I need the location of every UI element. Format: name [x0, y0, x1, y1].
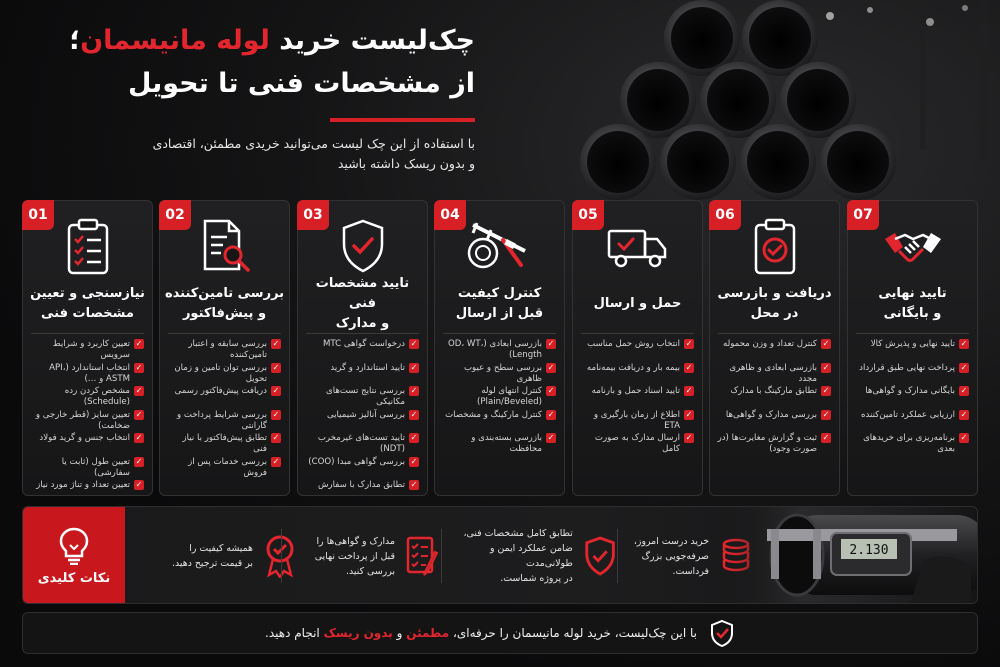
check-icon: ✓: [547, 362, 555, 372]
list-item: ✓ مشخص کردن رده (Schedule): [64, 386, 143, 407]
step-number: 04: [434, 200, 466, 230]
list-item: ✓ بررسی شرایط پرداخت و گارانتی: [177, 409, 280, 431]
check-icon: ✓: [410, 386, 418, 395]
divider: [718, 333, 831, 334]
step-items: [29, 339, 144, 504]
key-points-title: نکات کلیدی: [37, 570, 111, 586]
check-icon: ✓: [960, 409, 968, 419]
check-icon: ✓: [410, 409, 418, 419]
step-title: کنترل کیفیت قبل از ارسال: [455, 286, 544, 321]
check-icon: ✓: [135, 433, 143, 442]
step-number: 02: [159, 200, 191, 230]
intro-text: [35, 134, 475, 174]
divider: [306, 333, 419, 334]
step-number: 03: [297, 200, 329, 230]
step-title: تایید نهایی و بایگانی: [878, 286, 947, 321]
check-icon: ✓: [822, 409, 830, 419]
list-item: ✓ بررسی سابقه و اعتبار تامین‌کننده: [188, 339, 280, 360]
key-points-label: [23, 507, 125, 603]
pipe-stack: [580, 0, 896, 200]
check-icon: ✓: [135, 339, 143, 348]
list-item: ✓ پرداخت نهایی طبق قرارداد: [859, 362, 968, 373]
shield-check-icon: [709, 619, 735, 647]
check-icon: ✓: [410, 339, 418, 348]
list-item: ✓ بایگانی مدارک و گواهی‌ها: [865, 386, 968, 396]
check-icon: ✓: [410, 480, 418, 489]
list-item: ✓ ارسال مدارک به صورت کامل: [594, 433, 693, 454]
list-item: ✓ دریافت پیش‌فاکتور رسمی: [174, 386, 280, 396]
step-card-04: [434, 200, 565, 496]
check-icon: ✓: [135, 456, 143, 466]
list-item: ✓ بررسی خدمات پس از فروش: [188, 456, 280, 478]
page-title: [15, 22, 475, 60]
list-item: ✓ تایید استاندارد و گرید: [330, 362, 418, 373]
intro-line-2: و بدون ریسک داشته باشید: [337, 156, 475, 171]
check-icon: ✓: [135, 480, 143, 489]
step-card-01: [22, 200, 153, 496]
step-items: [716, 339, 831, 457]
check-icon: ✓: [135, 362, 143, 372]
check-icon: ✓: [685, 409, 693, 419]
step-items: [854, 339, 969, 457]
tip-specifications: [447, 525, 617, 587]
step-title: حمل و ارسال: [593, 296, 682, 311]
list-item: ✓ تعیین طول (ثابت یا سفارشی): [61, 456, 143, 478]
document-search-icon: [160, 217, 289, 277]
list-item: ✓ بررسی توان تامین و زمان تحویل: [174, 362, 280, 384]
step-number: 06: [709, 200, 741, 230]
step-number: 05: [572, 200, 604, 230]
step-items: [166, 339, 281, 480]
check-icon: ✓: [822, 386, 830, 395]
list-item: ✓ انتخاب روش حمل مناسب: [587, 339, 693, 349]
check-icon: ✓: [272, 339, 280, 348]
key-points-panel: [22, 506, 978, 604]
list-item: ✓ بررسی سطح و عیوب ظاهری: [463, 362, 555, 384]
divider: [443, 333, 556, 334]
clipboard-checklist-icon: [23, 217, 152, 277]
list-item: ✓ تعیین سایز (قطر خارجی و ضخامت): [35, 409, 143, 431]
list-item: ✓ ثبت و گزارش مغایرت‌ها (در صورت وجود): [717, 433, 830, 454]
tip-text: همیشه کیفیت را بر قیمت ترجیح دهید.: [172, 543, 253, 569]
truck-icon: [573, 217, 702, 277]
tip-text: مدارک و گواهی‌ها را قبل از پرداخت نهایی بررسی کنید.: [314, 535, 395, 577]
list-item: ✓ انتخاب استاندارد (API، ASTM و …): [49, 362, 143, 384]
list-item: ✓ کنترل مارکینگ و مشخصات: [445, 409, 555, 420]
list-item: ✓ بررسی آنالیز شیمیایی: [327, 409, 418, 420]
tip-documents: [289, 525, 439, 587]
check-icon: ✓: [272, 456, 280, 466]
digital-caliper-illustration: [727, 507, 977, 603]
check-icon: ✓: [410, 362, 418, 372]
check-icon: ✓: [547, 339, 555, 348]
divider: [856, 333, 969, 334]
check-icon: ✓: [272, 409, 280, 419]
caliper-reading: 2.130: [849, 543, 889, 558]
step-items: [579, 339, 694, 457]
checklist-pen-icon: [405, 534, 439, 578]
clipboard-check-icon: [710, 217, 839, 277]
step-title: دریافت و بازرسی در محل: [717, 286, 832, 321]
step-items: [441, 339, 556, 457]
tip-separator: [617, 529, 618, 583]
check-icon: ✓: [410, 433, 418, 442]
title-prefix: چک‌لیست خرید: [279, 25, 475, 56]
list-item: ✓ تطابق مارکینگ با مدارک: [730, 386, 830, 396]
intro-line-1: با استفاده از این چک لیست می‌توانید خریدی مطمئن، اقتصادی: [152, 136, 475, 151]
check-icon: ✓: [547, 433, 555, 442]
tip-separator: [281, 529, 282, 583]
step-number: 07: [847, 200, 879, 230]
list-item: ✓ بازرسی بسته‌بندی و محافظت: [471, 433, 555, 454]
check-icon: ✓: [822, 433, 830, 442]
footer-text: با این چک‌لیست، خرید لوله مانیسمان را حرفه‌ای، مطمئن و بدون ریسک انجام دهید.: [265, 626, 697, 640]
list-item: ✓ بررسی گواهی مبدا (COO): [308, 456, 418, 467]
check-icon: ✓: [960, 386, 968, 395]
page-header: [15, 22, 475, 174]
list-item: ✓ تایید تست‌های غیرمخرب (NDT): [317, 433, 418, 454]
check-icon: ✓: [822, 339, 830, 348]
footer-bar: [22, 612, 978, 654]
divider: [168, 333, 281, 334]
step-card-02: [159, 200, 290, 496]
step-items: [304, 339, 419, 504]
step-title: نیازسنجی و تعیین مشخصات فنی: [30, 286, 145, 321]
tip-separator: [441, 529, 442, 583]
check-icon: ✓: [822, 362, 830, 372]
list-item: ✓ تایید اسناد حمل و بارنامه: [591, 386, 693, 396]
check-icon: ✓: [960, 362, 968, 372]
tip-text: خرید درست امروز، صرفه‌جویی بزرگ فرداست.: [633, 535, 709, 577]
tip-quality: [147, 525, 297, 587]
checklist-steps: [22, 200, 978, 496]
check-icon: ✓: [960, 339, 968, 348]
list-item: ✓ برنامه‌ریزی برای خریدهای بعدی: [863, 433, 968, 454]
step-card-05: [572, 200, 703, 496]
list-item: ✓ بازرسی ابعادی (OD، WT، Length): [447, 339, 555, 360]
check-icon: ✓: [272, 433, 280, 442]
list-item: ✓ تطابق مدارک با سفارش: [318, 480, 418, 490]
list-item: ✓ درخواست گواهی MTC: [322, 339, 418, 349]
check-icon: ✓: [272, 386, 280, 395]
handshake-icon: [848, 217, 977, 277]
check-icon: ✓: [547, 409, 555, 419]
check-icon: ✓: [685, 433, 693, 442]
divider: [581, 333, 694, 334]
list-item: ✓ ارزیابی عملکرد تامین‌کننده: [860, 409, 968, 420]
check-icon: ✓: [685, 339, 693, 348]
check-icon: ✓: [960, 433, 968, 442]
seamless-pipes-illustration: [540, 0, 1000, 210]
check-icon: ✓: [685, 362, 693, 372]
list-item: ✓ بیمه بار و دریافت بیمه‌نامه: [586, 362, 693, 373]
tip-text: تطابق کامل مشخصات فنی، ضامن عملکرد ایمن و طولانی‌مدت در پروژه شماست.: [463, 528, 573, 584]
lightbulb-icon: [57, 525, 91, 565]
caliper-icon: [435, 217, 564, 277]
list-item: ✓ کنترل انتهای لوله (Plain/Beveled): [477, 386, 555, 407]
shield-check-icon: [298, 217, 427, 277]
step-card-03: [297, 200, 428, 496]
check-icon: ✓: [410, 456, 418, 466]
list-item: ✓ تعیین تعداد و تناژ مورد نیاز: [36, 480, 143, 490]
divider: [31, 333, 144, 334]
step-title: تایید مشخصات فنی و مدارک: [315, 276, 410, 331]
step-card-07: [847, 200, 978, 496]
title-accent-bar: [330, 118, 475, 122]
check-icon: ✓: [272, 362, 280, 372]
check-icon: ✓: [547, 386, 555, 395]
list-item: ✓ بررسی مدارک و گواهی‌ها: [725, 409, 830, 420]
list-item: ✓ کنترل تعداد و وزن محموله: [723, 339, 830, 349]
step-number: 01: [22, 200, 54, 230]
title-highlight: لوله مانیسمان: [80, 25, 270, 56]
title-suffix: ؛: [69, 25, 81, 56]
list-item: ✓ بازرسی ابعادی و ظاهری مجدد: [729, 362, 830, 384]
list-item: ✓ تعیین کاربرد و شرایط سرویس: [52, 339, 143, 360]
step-card-06: [709, 200, 840, 496]
list-item: ✓ بررسی نتایج تست‌های مکانیکی: [325, 386, 418, 407]
check-icon: ✓: [135, 409, 143, 419]
list-item: ✓ تایید نهایی و پذیرش کالا: [870, 339, 968, 349]
check-icon: ✓: [685, 386, 693, 395]
list-item: ✓ تطابق پیش‌فاکتور با نیاز فنی: [182, 433, 280, 454]
page-subtitle: از مشخصات فنی تا تحویل: [128, 68, 475, 99]
check-icon: ✓: [135, 386, 143, 395]
step-title: بررسی تامین‌کننده و پیش‌فاکتور: [164, 286, 285, 321]
list-item: ✓ اطلاع از زمان بارگیری و ETA: [593, 409, 693, 431]
list-item: ✓ انتخاب جنس و گرید فولاد: [39, 433, 143, 443]
shield-check-icon: [583, 534, 617, 578]
